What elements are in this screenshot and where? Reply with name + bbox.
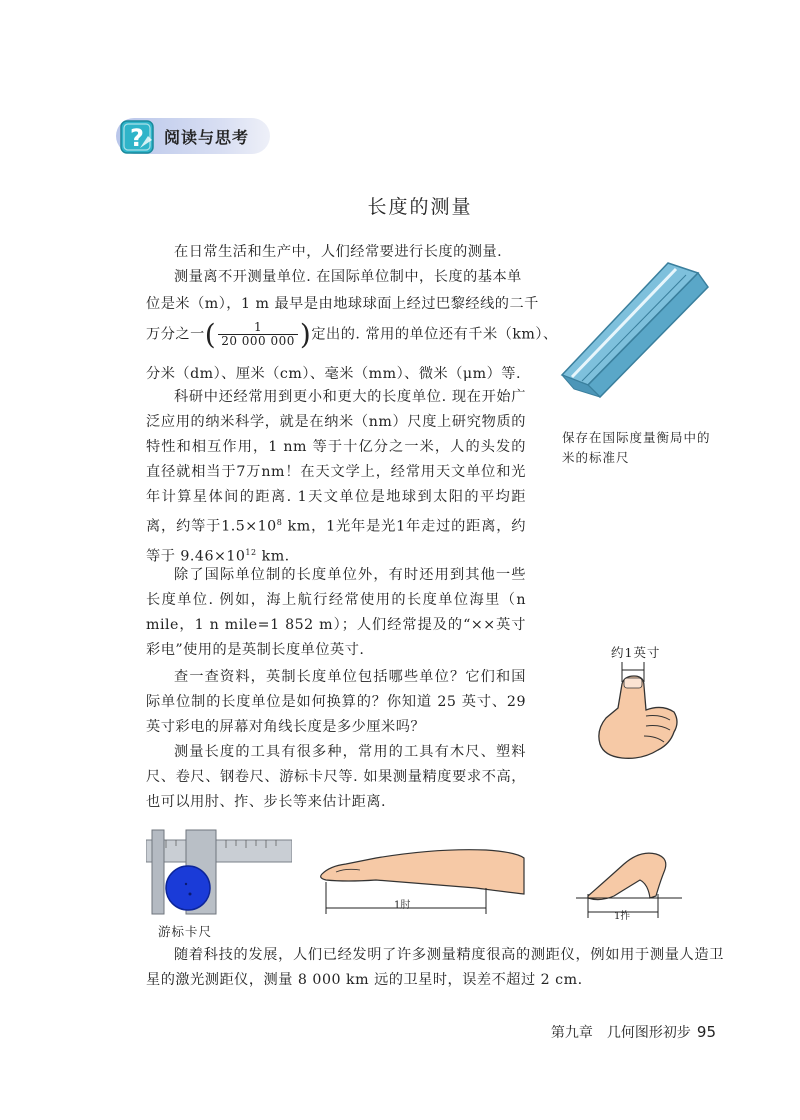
exponent-2: 12 [245,547,257,557]
question-mark-icon [118,116,158,156]
paragraph-5: 查一查资料，英制长度单位包括哪些单位？它们和国际单位制的长度单位是如何换算的？你知道 25 英寸、29 英寸彩电的屏幕对角线长度是多少厘米吗？ [146,669,526,735]
ruler-caption: 保存在国际度量衡局中的米的标准尺 [562,430,711,465]
paragraph-3-text-2: km，1光年是光1年走过的距离，约等于 9.46×10 [146,518,526,565]
forearm-elbow-image [316,848,526,918]
paragraph-6: 测量长度的工具有很多种，常用的工具有木尺、塑料尺、卷尺、钢卷尺、游标卡尺等. 如果测量精度要求不高，也可以用肘、拃、步长等来估计距离. [146,744,526,810]
inch-caption: 约1英寸 [611,645,661,660]
vernier-caliper-image [146,828,292,920]
article-title: 长度的测量 [367,196,473,218]
standard-meter-ruler-image [548,255,718,405]
span-caption: 1拃 [614,911,631,922]
paragraph-1: 在日常生活和生产中，人们经常要进行长度的测量. [174,244,503,260]
exponent-1: 8 [276,518,283,527]
section-badge [116,118,270,154]
fraction-numerator: 1 [218,321,298,335]
paragraph-2-line-4: 分米（dm）、厘米（cm）、毫米（mm）、微米（μm）等. [146,366,521,382]
paragraph-4: 除了国际单位制的长度单位外，有时还用到其他一些长度单位. 例如，海上航行经常使用的长度单位海里（n mile，1 n mile=1 852 m）；人们经常提及的“××英寸彩电”使用的是英制长度单位英寸. [146,567,526,658]
paragraph-7: 随着科技的发展，人们已经发明了许多测量精度很高的测距仪，例如用于测量人造卫星的激光测距仪，测量 8 000 km 远的卫星时，误差不超过 2 cm. [146,947,724,988]
paragraph-3-value-1: 1.5×10 [221,518,277,535]
paragraph-2-line-3-pre: 万分之一 [146,326,205,343]
paragraph-3-text: 科研中还经常用到更小和更大的长度单位. 现在开始广泛应用的纳米科学，就是在纳米（nm）尺度上研究物质的特性和相互作用，1 nm 等于十亿分之一米，人的头发的直径就相当于7万nm！在天文学上，经常用天文单位和光年计算星体间的距离. 1天文单位是地球到太阳的平均距离，约等于 [146,389,526,535]
paragraph-3 [146,385,526,569]
elbow-caption: 1肘 [394,900,411,911]
chapter-label: 第九章 几何图形初步 [550,1025,691,1041]
paragraph-2-line-3: 万分之一( $\frac{1}{20 000 000}$ )定出的. 常用的单位还有千米（km）、 [146,318,558,351]
thumb-inch-image [582,660,692,770]
page-number: 95 [696,1023,716,1041]
page-footer [551,1022,716,1042]
paragraph-2-line-2: 位是米（m），1 m 最早是由地球球面上经过巴黎经线的二千 [146,296,539,312]
paragraph-3-text-3: km. [256,548,290,565]
badge-label: 阅读与思考 [164,128,250,147]
fraction [218,321,298,348]
svg-text:?: ? [130,124,144,152]
paragraph-2-line-1: 测量离不开测量单位. 在国际单位制中，长度的基本单 [174,269,522,285]
fraction-denominator: 20 000 000 [221,334,295,348]
paragraph-2-line-3-post: 定出的. 常用的单位还有千米（km）、 [311,326,558,343]
caliper-caption: 游标卡尺 [158,924,213,939]
